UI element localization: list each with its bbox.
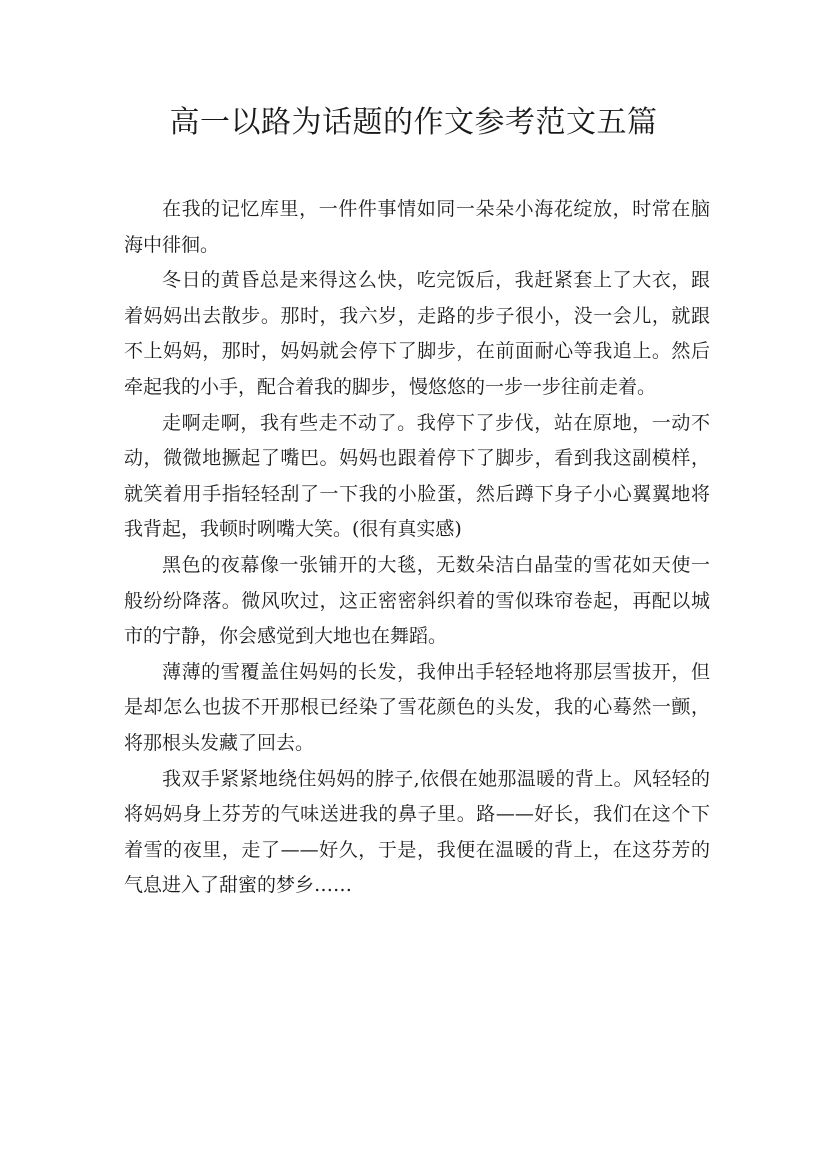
paragraph: 在我的记忆库里，一件件事情如同一朵朵小海花绽放，时常在脑海中徘徊。 — [124, 198, 710, 256]
document-title: 高一以路为话题的作文参考范文五篇 — [169, 105, 658, 140]
paragraph: 我双手紧紧地绕住妈妈的脖子,依偎在她那温暖的背上。风轻轻的将妈妈身上芬芳的气味送进我的鼻子里。路——好长，我们在这个下着雪的夜里，走了——好久，于是，我便在温暖的背上，在这芬芳的气息进入了甜蜜的梦乡…… — [124, 767, 710, 897]
paragraph: 冬日的黄昏总是来得这么快，吃完饭后，我赶紧套上了大衣，跟着妈妈出去散步。那时，我六岁，走路的步子很小，没一会儿，就跟不上妈妈，那时，妈妈就会停下了脚步，在前面耐心等我追上。然后牵起我的小手，配合着我的脚步，慢悠悠的一步一步往前走着。 — [124, 269, 710, 398]
paragraph: 薄薄的雪覆盖住妈妈的长发，我伸出手轻轻地将那层雪拔开，但是却怎么也拔不开那根已经染了雪花颜色的头发，我的心蓦然一颤，将那根头发藏了回去。 — [124, 660, 710, 754]
paragraph: 黑色的夜幕像一张铺开的大毯，无数朵洁白晶莹的雪花如天使一般纷纷降落。微风吹过，这正密密斜织着的雪似珠帘卷起，再配以城市的宁静，你会感觉到大地也在舞蹈。 — [124, 553, 710, 648]
paragraph: 走啊走啊，我有些走不动了。我停下了步伐，站在原地，一动不动，微微地撅起了嘴巴。妈妈也跟着停下了脚步，看到我这副模样，就笑着用手指轻轻刮了一下我的小脸蛋，然后蹲下身子小心翼翼地将我背起，我顿时咧嘴大笑。(很有真实感) — [124, 411, 710, 541]
document-body — [124, 192, 710, 904]
